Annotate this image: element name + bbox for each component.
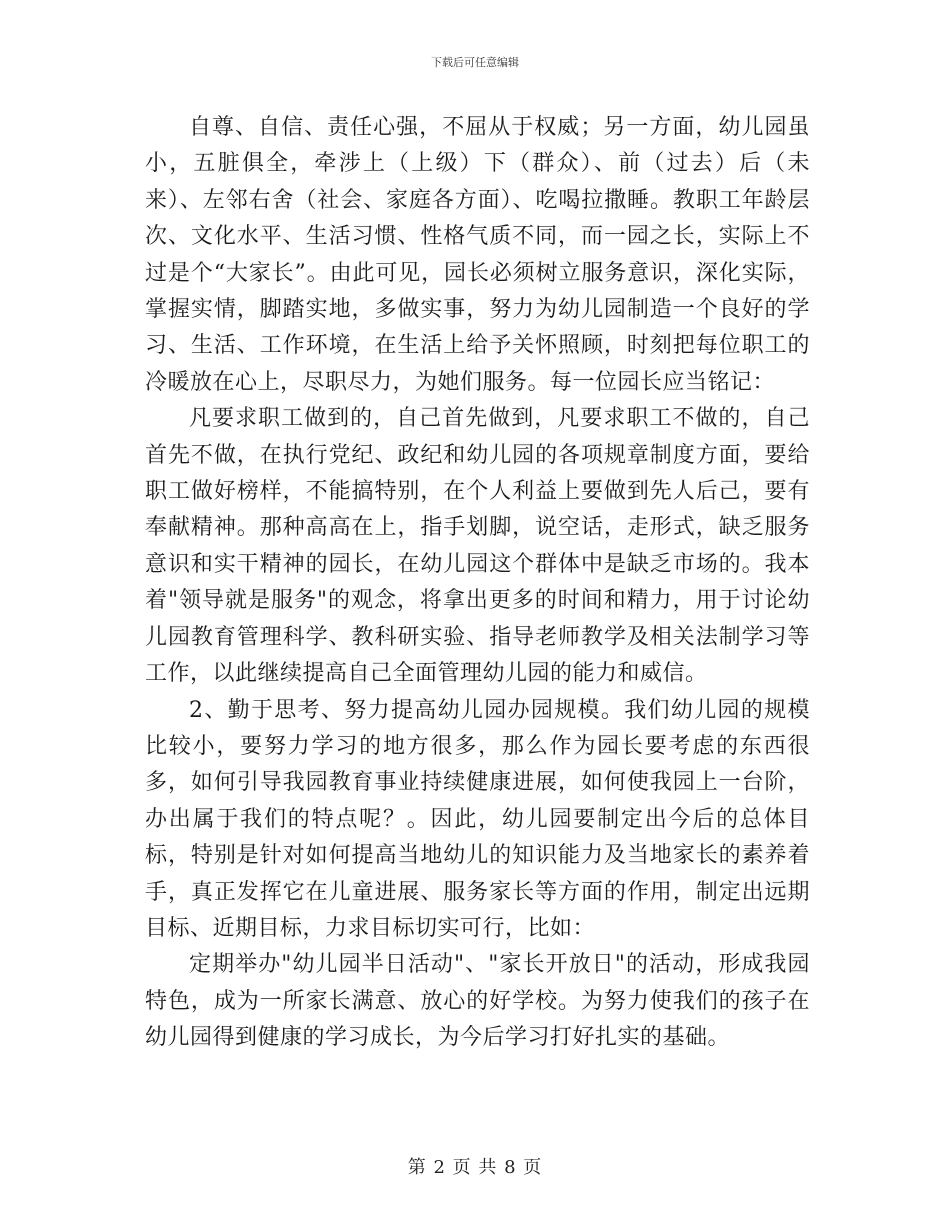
page-header-note: 下载后可任意编辑 [431, 56, 519, 69]
paragraph: 凡要求职工做到的，自己首先做到，凡要求职工不做的，自己首先不做，在执行党纪、政纪和幼儿园的各项规章制度方面，要给职工做好榜样，不能搞特别，在个人利益上要做到先人后己，要有奉献精神。那种高高在上，指手划脚，说空话，走形式，缺乏服务意识和实干精神的园长，在幼儿园这个群体中是缺乏市场的。我本着"领导就是服务"的观念，将拿出更多的时间和精力，用于讨论幼儿园教育管理科学、教科研实验、指导老师教学及相关法制学习等工作，以此继续提高自己全面管理幼儿园的能力和威信。 [145, 406, 810, 687]
paragraph: 2、勤于思考、努力提高幼儿园办园规模。我们幼儿园的规模比较小，要努力学习的地方很多，那么作为园长要考虑的东西很多，如何引导我园教育事业持续健康进展，如何使我园上一台阶，办出属于我们的特点呢？。因此，幼儿园要制定出今后的总体目标，特别是针对如何提高当地幼儿的知识能力及当地家长的素养着手，真正发挥它在儿童进展、服务家长等方面的作用，制定出远期目标、近期目标，力求目标切实可行，比如： [145, 697, 810, 941]
document-body [145, 110, 810, 1057]
paragraph: 定期举办"幼儿园半日活动"、"家长开放日"的活动，形成我园特色，成为一所家长满意、放心的好学校。为努力使我们的孩子在幼儿园得到健康的学习成长，为今后学习打好扎实的基础。 [145, 952, 810, 1051]
paragraph: 自尊、自信、责任心强，不屈从于权威；另一方面，幼儿园虽小，五脏俱全，牵涉上（上级）下（群众）、前（过去）后（未来）、左邻右舍（社会、家庭各方面）、吃喝拉撒睡。教职工年龄层次、文化水平、生活习惯、性格气质不同，而一园之长，实际上不过是个“大家长”。由此可见，园长必须树立服务意识，深化实际，掌握实情，脚踏实地，多做实事，努力为幼儿园制造一个良好的学习、生活、工作环境，在生活上给予关怀照顾，时刻把每位职工的冷暖放在心上，尽职尽力，为她们服务。每一位园长应当铭记： [145, 115, 810, 395]
page-number-footer: 第 2 页 共 8 页 [407, 1157, 543, 1178]
